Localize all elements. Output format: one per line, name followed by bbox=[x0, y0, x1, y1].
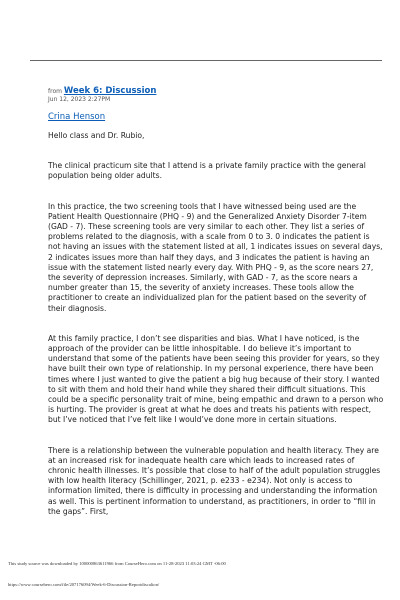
paragraph-disparities: At this family practice, I don’t see disparities and bias. What I have noticed, is the approach of the provider can be little inhospitable. I do believe it’s important to understand that some of the patients have been seeing this provider for years, so they have built their own type of relationship. In my personal experience, there have been times where I just wanted to give the patient a big hug because of their story. I wanted to sit with them and hold their hand while they shared their difficult situations. This could be a specific personality trait of mine, being empathic and drawn to a person who is hurting. The provider is great at what he does and treats his patients with respect, but I’ve noticed that I’ve felt like I would’ve done more in certain situations. bbox=[48, 333, 384, 425]
discussion-post bbox=[48, 87, 384, 537]
paragraph-greeting: Hello class and Dr. Rubio, bbox=[48, 131, 145, 140]
post-body bbox=[48, 131, 384, 517]
paragraph-screening-tools: In this practice, the two screening tools that I have witnessed being used are the Patient Health Questionnaire (PHQ - 9) and the Generalized Anxiety Disorder 7-item (GAD - 7). These screening tools are very similar to each other. They list a series of problems related to the diagnosis, with a scale from 0 to 3. 0 indicates the patient is not having an issues with the statement listed at all, 1 indicates issues on several days, 2 indicates issues more than half they days, and 3 indicates the patient is having an issue with the statement listed nearly every day. With PHQ - 9, as the score nears 27, the severity of depression increases. Similarly, with GAD - 7, as the score nears a number greater than 15, the severity of anxiety increases. These tools allow the practitioner to create an individualized plan for the patient based on the severity of their diagnosis. bbox=[48, 201, 383, 313]
paragraph-site: The clinical practicum site that I attend is a private family practice with the general population being older adults. bbox=[48, 161, 366, 181]
post-date: Jun 12, 2023 2:27PM bbox=[48, 96, 111, 103]
download-notice: This study source was downloaded by 100000863611966 from CourseHero.com on 11-28-2023 11:03:24 GMT -06:00 bbox=[8, 561, 226, 566]
source-url[interactable]: https://www.coursehero.com/file/207176094/Week-6-Discussion-Reportdiscalion/ bbox=[8, 582, 160, 587]
post-header bbox=[48, 87, 384, 96]
forum-title-link[interactable]: Week 6: Discussion bbox=[63, 86, 157, 96]
from-label: from bbox=[48, 88, 62, 95]
top-divider bbox=[30, 60, 382, 61]
author-link[interactable]: Crina Henson bbox=[48, 112, 106, 122]
paragraph-health-literacy: There is a relationship between the vulnerable population and health literacy. They are at an increased risk for inadequate health care which leads to increased rates of chronic health illnesses. It’s possible that close to half of the adult population struggles with low health literacy (Schillinger, 2021, p. e233 - e234). Not only is access to information limited, there is difficulty in processing and understanding the information as well. This is pertinent information to understand, as practitioners, in order to “fill in the gaps”. First, bbox=[48, 445, 381, 516]
